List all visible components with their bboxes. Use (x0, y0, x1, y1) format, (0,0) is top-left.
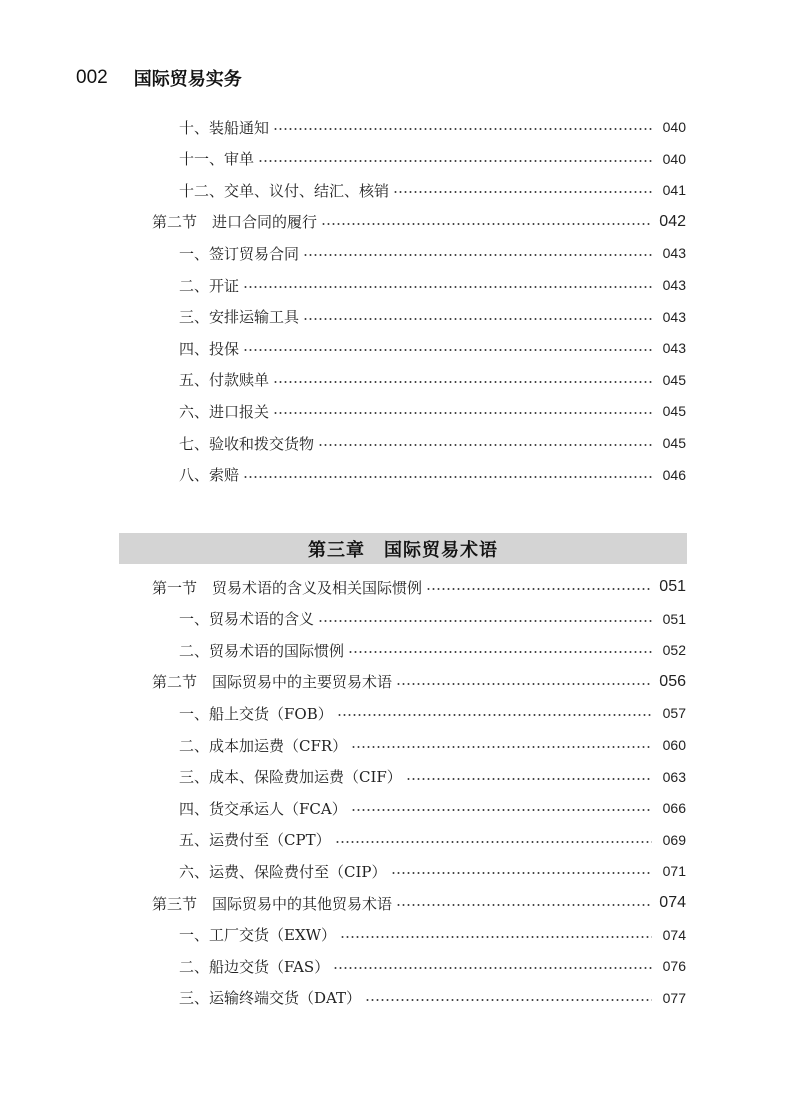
dot-leader (348, 651, 652, 653)
dot-leader (351, 809, 652, 811)
toc-entry-label: 二、贸易术语的国际惯例 (179, 641, 345, 660)
toc-entry-label: 二、开证 (179, 276, 240, 295)
toc-entry-label: 第二节 国际贸易中的主要贸易术语 (152, 673, 393, 692)
toc-item-entry (179, 606, 686, 632)
toc-entry-label: 五、运费付至（CPT） (179, 831, 331, 850)
toc-entry-label: 七、验收和拨交货物 (179, 434, 315, 453)
toc-item-entry (179, 462, 686, 488)
dot-leader (321, 223, 651, 225)
toc-item-entry (179, 732, 686, 758)
toc-entry-page: 043 (662, 308, 686, 325)
page-header (76, 66, 242, 90)
toc-entry-page: 063 (662, 768, 686, 785)
toc-entry-page: 076 (662, 958, 686, 975)
toc-item-entry (179, 114, 686, 140)
toc-section-entry (152, 574, 686, 600)
dot-leader (303, 318, 652, 320)
toc-entry-page: 045 (662, 435, 686, 451)
dot-leader (333, 967, 652, 969)
toc-item-entry (179, 858, 686, 884)
dot-leader (273, 412, 652, 414)
chapter-title: 第三章 国际贸易术语 (308, 539, 498, 561)
toc-entry-label: 四、货交承运人（FCA） (179, 799, 347, 818)
toc-item-entry (179, 367, 686, 393)
dot-leader (337, 714, 652, 716)
toc-item-entry (179, 764, 686, 790)
chapter-heading-bar (119, 533, 687, 564)
toc-entry-label: 一、贸易术语的含义 (179, 610, 315, 629)
toc-entry-page: 051 (662, 610, 686, 627)
dot-leader (243, 476, 652, 478)
dot-leader (426, 588, 651, 590)
toc-entry-label: 三、安排运输工具 (179, 308, 300, 327)
toc-section-entry (152, 890, 686, 916)
toc-entry-label: 二、船边交货（FAS） (179, 957, 330, 976)
toc-entry-page: 052 (662, 642, 686, 659)
toc-entry-page: 077 (662, 989, 686, 1006)
toc-entry-label: 第三节 国际贸易中的其他贸易术语 (152, 894, 393, 913)
toc-entry-label: 六、运费、保险费付至（CIP） (179, 862, 387, 881)
toc-entry-label: 十一、审单 (179, 150, 255, 169)
toc-section-entry (152, 209, 686, 235)
dot-leader (340, 936, 652, 938)
toc-entry-page: 040 (662, 150, 686, 167)
toc-item-entry (179, 304, 686, 330)
toc-entry-label: 第一节 贸易术语的含义及相关国际惯例 (152, 578, 423, 597)
toc-item-entry (179, 398, 686, 424)
toc-entry-label: 十、装船通知 (179, 118, 270, 137)
toc-entry-page: 074 (659, 894, 686, 911)
toc-item-entry (179, 430, 686, 456)
toc-item-entry (179, 272, 686, 298)
toc-item-entry (179, 795, 686, 821)
toc-entry-label: 一、签订贸易合同 (179, 244, 300, 263)
toc-item-entry (179, 335, 686, 361)
toc-entry-page: 069 (662, 831, 686, 848)
toc-entry-label: 八、索赔 (179, 466, 240, 485)
toc-entry-page: 040 (662, 119, 686, 135)
dot-leader (396, 904, 651, 906)
toc-item-entry (179, 637, 686, 663)
dot-leader (393, 191, 652, 193)
dot-leader (365, 999, 652, 1001)
toc-entry-page: 066 (662, 800, 686, 817)
book-title: 国际贸易实务 (133, 69, 242, 90)
toc-entry-label: 三、运输终端交货（DAT） (179, 989, 362, 1008)
toc-entry-page: 045 (662, 371, 686, 388)
toc-entry-label: 一、工厂交货（EXW） (179, 926, 337, 945)
dot-leader (243, 286, 652, 288)
dot-leader (258, 160, 652, 162)
toc-item-entry (179, 985, 686, 1011)
toc-entry-label: 六、进口报关 (179, 402, 270, 421)
toc-entry-page: 042 (659, 212, 686, 230)
dot-leader (391, 872, 653, 874)
dot-leader (335, 841, 652, 843)
toc-entry-page: 060 (662, 737, 686, 753)
toc-item-entry (179, 700, 686, 726)
toc-item-entry (179, 827, 686, 853)
dot-leader (273, 381, 652, 383)
toc-entry-page: 043 (662, 245, 686, 262)
dot-leader (318, 444, 652, 446)
dot-leader (406, 778, 652, 780)
toc-entry-page: 071 (662, 863, 686, 880)
toc-section-entry (152, 669, 686, 695)
toc-entry-label: 十二、交单、议付、结汇、核销 (179, 181, 390, 200)
dot-leader (318, 620, 652, 622)
toc-entry-page: 043 (662, 340, 686, 357)
toc-item-entry (179, 922, 686, 948)
dot-leader (273, 128, 652, 130)
toc-entry-page: 056 (659, 672, 686, 690)
dot-leader (351, 746, 652, 748)
toc-entry-page: 045 (662, 403, 686, 420)
toc-item-entry (179, 177, 686, 203)
toc-item-entry (179, 240, 686, 266)
toc-entry-label: 三、成本、保险费加运费（CIF） (179, 768, 402, 787)
page-number: 002 (76, 67, 108, 88)
toc-entry-page: 041 (662, 182, 686, 199)
toc-entry-page: 074 (662, 926, 686, 943)
toc-entry-page: 046 (662, 466, 686, 483)
toc-item-entry (179, 146, 686, 172)
toc-entry-page: 051 (659, 578, 686, 595)
toc-entry-label: 四、投保 (179, 339, 240, 358)
toc-entry-label: 五、付款赎单 (179, 371, 270, 390)
toc-entry-label: 第二节 进口合同的履行 (152, 213, 318, 232)
toc-entry-label: 二、成本加运费（CFR） (179, 736, 348, 755)
toc-entry-label: 一、船上交货（FOB） (179, 704, 333, 723)
dot-leader (396, 683, 651, 685)
toc-item-entry (179, 953, 686, 979)
dot-leader (243, 349, 652, 351)
dot-leader (303, 254, 652, 256)
toc-entry-page: 043 (662, 277, 686, 293)
toc-entry-page: 057 (662, 705, 686, 722)
